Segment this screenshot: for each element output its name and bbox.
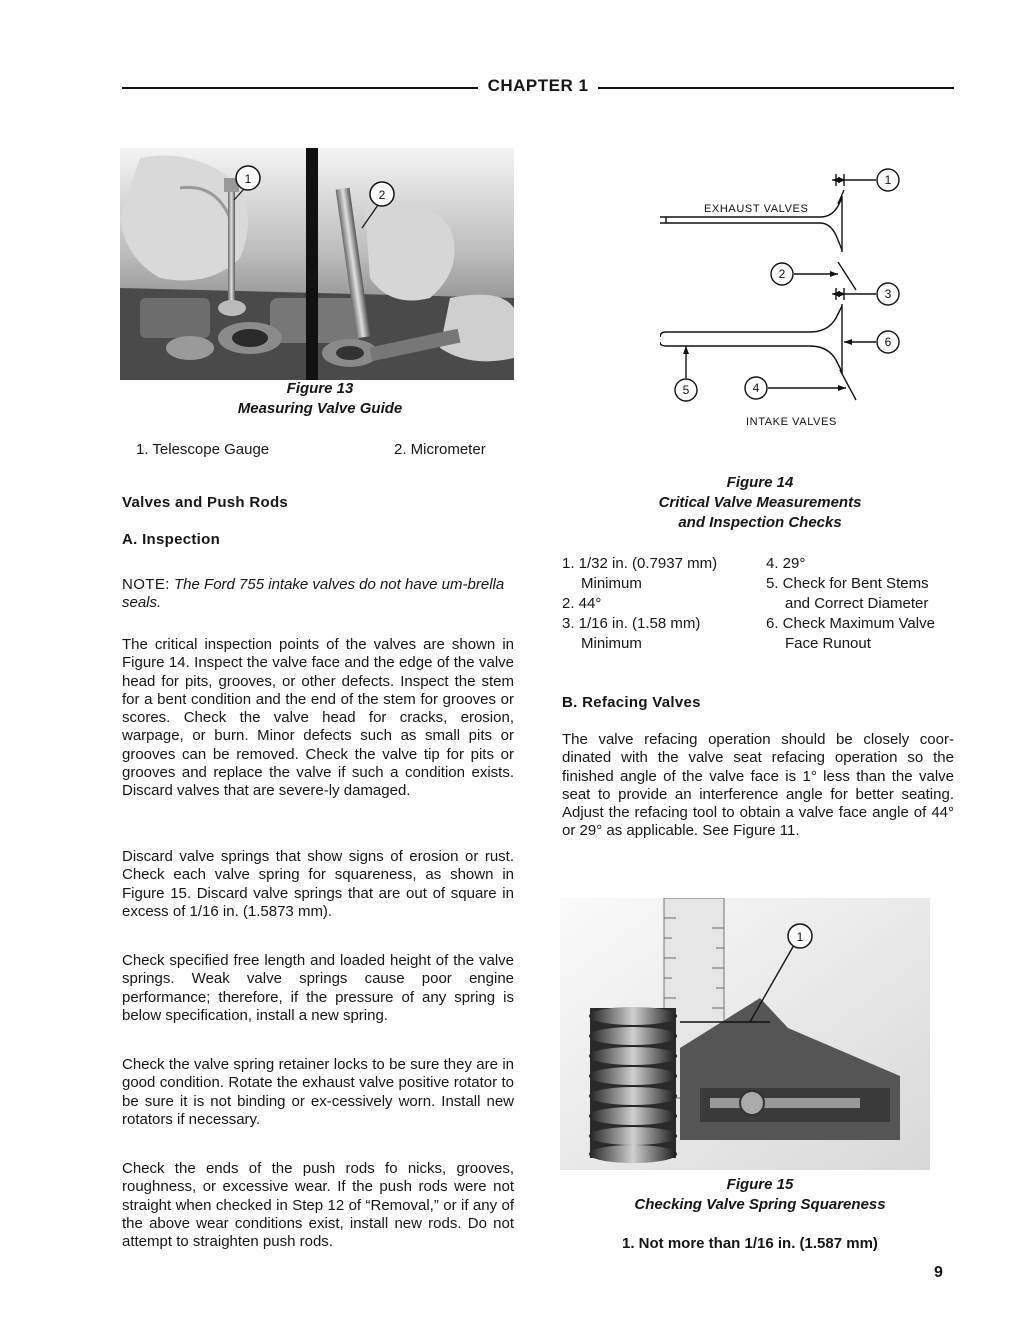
page-number: 9 (934, 1264, 943, 1281)
figure-14-callout-1: 1 (884, 173, 892, 187)
figure-13-callout-1: 1 (244, 172, 252, 186)
figure-14-callout-2: 2 (778, 267, 786, 281)
figure-14-callout-3: 3 (884, 287, 892, 301)
figure-15-photo (560, 898, 930, 1170)
figure-14-title-line-1: Critical Valve Measurements (658, 494, 862, 511)
figure-15-callout-1: 1 (796, 930, 804, 944)
figure-13-legend-item-1: 1. Telescope Gauge (136, 441, 270, 458)
paragraph-3: Check specified free length and loaded height of the valve springs. Weak valve springs cause poor engine performance; therefore, if the pressure of any spring is below specification, install a new spring. (122, 952, 514, 1024)
figure-15-legend: 1. Not more than 1/16 in. (1.587 mm) (622, 1235, 878, 1252)
legend-item-1: 1. 1/32 in. (0.7937 mm) (562, 555, 718, 572)
section-heading-valves: Valves and Push Rods (122, 494, 289, 511)
note-text: The Ford 755 intake valves do not have um-brella seals. (122, 576, 505, 612)
refacing-paragraph: The valve refacing operation should be closely coor-dinated with the valve seat refacing operation so the finished angle of the valve face is 1° less than the valve seat to provide an interference angle for better seating. Adjust the refacing tool to obtain a valve face angle of 44° or 29° as applicable. See Figure 11. (562, 731, 954, 840)
exhaust-valves-label: EXHAUST VALVES (704, 203, 809, 215)
figure-14-callout-4: 4 (752, 381, 760, 395)
figure-13-legend-item-2: 2. Micrometer (394, 441, 486, 458)
note-block (122, 576, 514, 613)
legend-item-3: 3. 1/16 in. (1.58 mm) (562, 615, 701, 632)
figure-14-diagram (660, 160, 920, 432)
legend-item-5: 5. Check for Bent Stems (766, 575, 929, 592)
figure-15-title: Checking Valve Spring Squareness (634, 1196, 886, 1213)
paragraph-1: The critical inspection points of the valves are shown in Figure 14. Inspect the valve face and the edge of the valve head for pits, grooves, or other defects. Inspect the stem for a bent condition and the end of the stem for grooves or scores. Check the valve head for cracks, erosion, warpage, or burn. Minor defects such as small pits or grooves can be removed. Check the valve tip for pits or grooves and replace the valve if such a condition exists. Discard valves that are severe-ly damaged. (122, 636, 514, 800)
figure-14-title-line-2: and Inspection Checks (678, 514, 842, 531)
figure-13-photo (120, 148, 514, 380)
header-rule-right (598, 87, 954, 89)
subheading-inspection: A. Inspection (122, 531, 221, 548)
legend-item-4: 4. 29° (766, 555, 806, 572)
legend-item-3-cont: Minimum (581, 635, 642, 652)
paragraph-5: Check the ends of the push rods fo nicks, grooves, roughness, or excessive wear. If the push rods were not straight when checked in Step 12 of “Removal,” or if any of the above wear conditions exist, install new rods. Do not attempt to straighten push rods. (122, 1160, 514, 1251)
figure-14-callout-5: 5 (682, 383, 690, 397)
figure-13-callout-2: 2 (378, 188, 386, 202)
chapter-heading: CHAPTER 1 (487, 76, 589, 95)
figure-15-number: Figure 15 (726, 1176, 794, 1193)
note-label: NOTE: (122, 576, 170, 593)
legend-item-5-cont: and Correct Diameter (785, 595, 929, 612)
paragraph-4: Check the valve spring retainer locks to be sure they are in good condition. Rotate the exhaust valve positive rotator to be sure it is not binding or ex-cessively worn. Install new rotators if necessary. (122, 1056, 514, 1128)
figure-14-callout-6: 6 (884, 335, 892, 349)
figure-14-legend-left (562, 554, 762, 654)
figure-14-legend-right (766, 554, 966, 654)
figure-13-title: Measuring Valve Guide (237, 400, 403, 417)
subheading-refacing: B. Refacing Valves (562, 694, 701, 711)
legend-item-1-cont: Minimum (581, 575, 642, 592)
paragraph-2: Discard valve springs that show signs of erosion or rust. Check each valve spring for squareness, as shown in Figure 15. Discard valve springs that are out of square in excess of 1/16 in. (1.5873 mm). (122, 848, 514, 920)
intake-valves-label: INTAKE VALVES (746, 416, 837, 428)
header-rule-left (122, 87, 478, 89)
legend-item-6: 6. Check Maximum Valve (766, 615, 935, 632)
legend-item-2: 2. 44° (562, 595, 602, 612)
figure-14-number: Figure 14 (726, 474, 794, 491)
legend-item-6-cont: Face Runout (785, 635, 871, 652)
figure-13-number: Figure 13 (286, 380, 354, 397)
